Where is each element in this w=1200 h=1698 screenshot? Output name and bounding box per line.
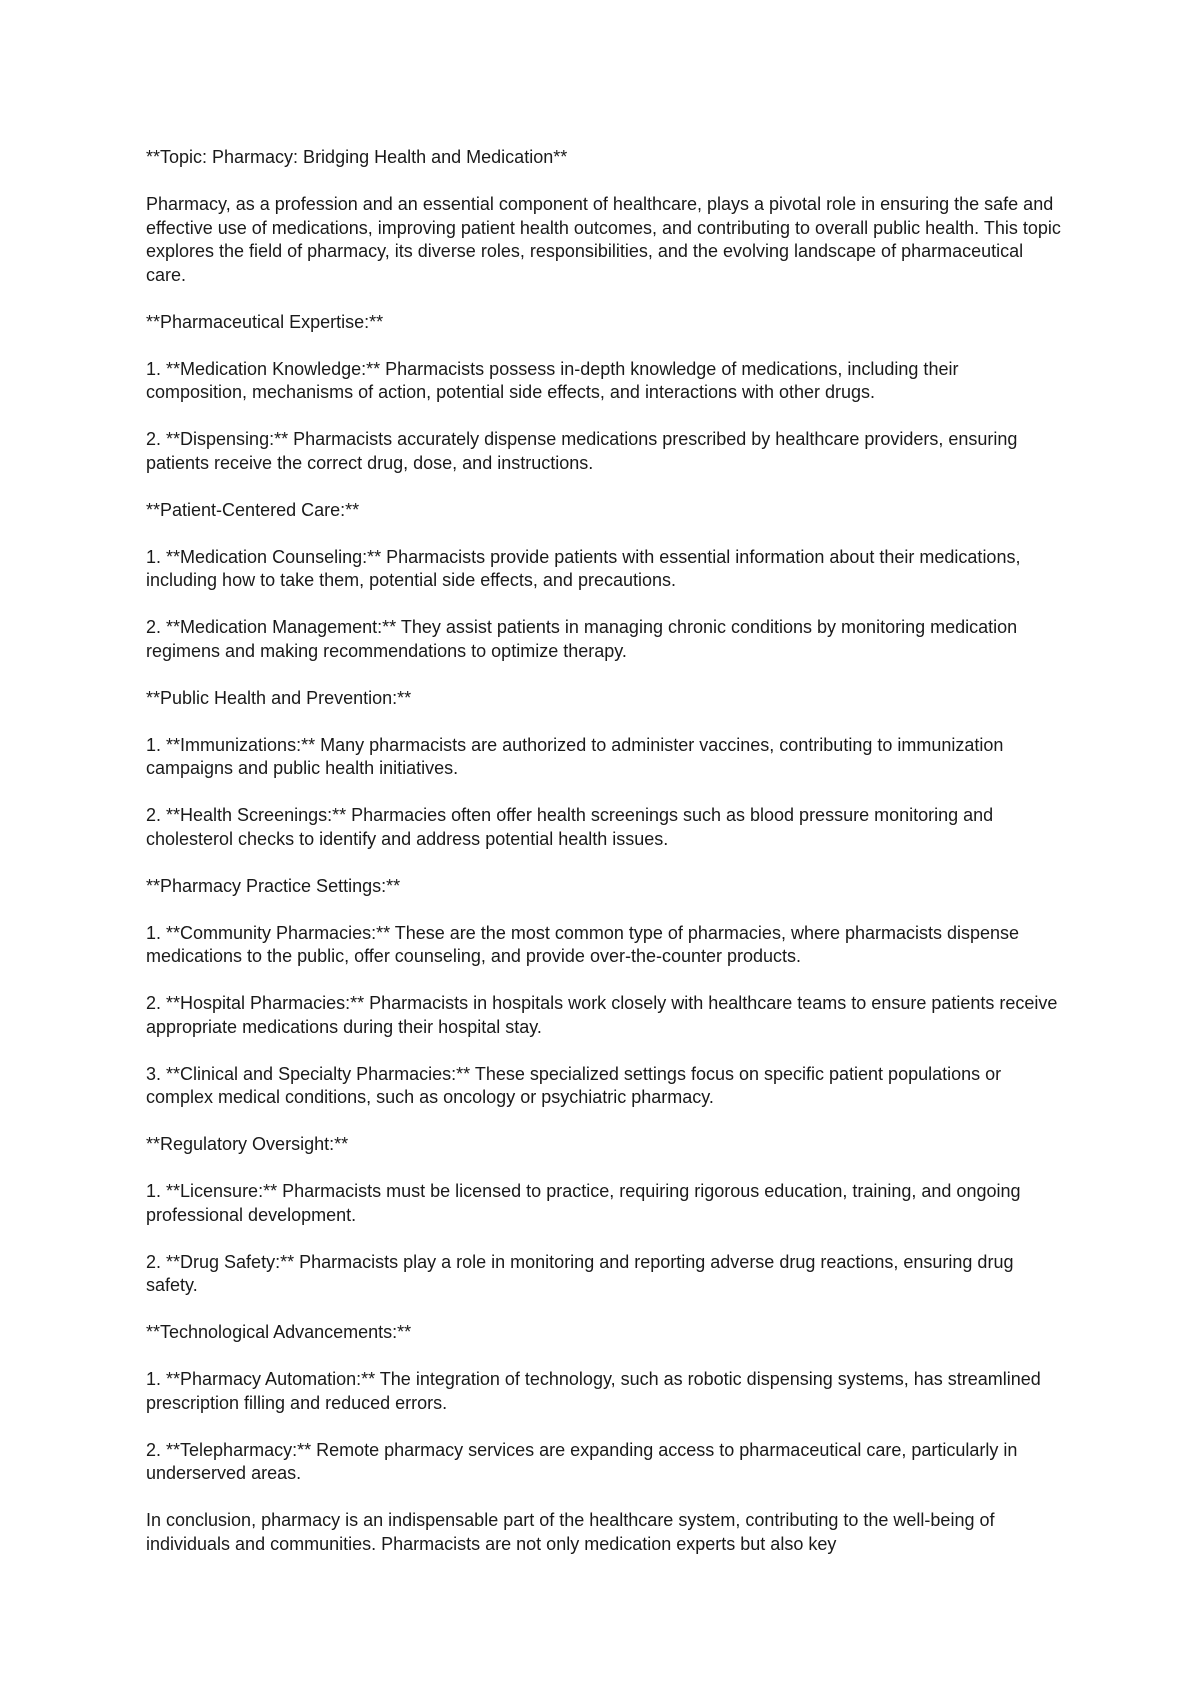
list-item: 2. **Telepharmacy:** Remote pharmacy services are expanding access to pharmaceutical care, particularly in underserved areas. xyxy=(146,1439,1018,1483)
section-heading: **Regulatory Oversight:** xyxy=(146,1134,349,1154)
section-heading: **Pharmaceutical Expertise:** xyxy=(146,311,384,332)
list-item: 2. **Health Screenings:** Pharmacies often offer health screenings such as blood pressure monitoring and cholesterol checks to identify and address potential health issues. xyxy=(146,805,994,849)
section-heading: **Public Health and Prevention:** xyxy=(146,687,412,708)
list-item: 1. **Pharmacy Automation:** The integration of technology, such as robotic dispensing systems, has streamlined prescription filling and reduced errors. xyxy=(146,1369,1041,1413)
list-item: 1. **Medication Counseling:** Pharmacists provide patients with essential information about their medications, including how to take them, potential side effects, and precautions. xyxy=(146,546,1021,590)
document-title: **Topic: Pharmacy: Bridging Health and Medication** xyxy=(146,147,568,167)
list-item: 2. **Hospital Pharmacies:** Pharmacists in hospitals work closely with healthcare teams to ensure patients receive appropriate medications during their hospital stay. xyxy=(146,993,1058,1037)
document-body xyxy=(146,146,1061,1580)
intro-paragraph: Pharmacy, as a profession and an essential component of healthcare, plays a pivotal role in ensuring the safe and effective use of medications, improving patient health outcomes, and contributing to overall public health. This topic explores the field of pharmacy, its diverse roles, responsibilities, and the evolving landscape of pharmaceutical care. xyxy=(146,194,1061,285)
list-item: 2. **Medication Management:** They assist patients in managing chronic conditions by monitoring medication regimens and making recommendations to optimize therapy. xyxy=(146,617,1018,661)
list-item: 2. **Dispensing:** Pharmacists accurately dispense medications prescribed by healthcare providers, ensuring patients receive the correct drug, dose, and instructions. xyxy=(146,429,1018,473)
list-item: 3. **Clinical and Specialty Pharmacies:** These specialized settings focus on specific patient populations or complex medical conditions, such as oncology or psychiatric pharmacy. xyxy=(146,1063,1002,1107)
section-heading: **Pharmacy Practice Settings:** xyxy=(146,875,401,896)
section-heading: **Patient-Centered Care:** xyxy=(146,499,360,520)
section-heading: **Technological Advancements:** xyxy=(146,1322,412,1342)
list-item: 2. **Drug Safety:** Pharmacists play a role in monitoring and reporting adverse drug reactions, ensuring drug safety. xyxy=(146,1251,1014,1295)
conclusion-paragraph: In conclusion, pharmacy is an indispensable part of the healthcare system, contributing to the well-being of individuals and communities. Pharmacists are not only medication experts but also key xyxy=(146,1510,995,1554)
list-item: 1. **Licensure:** Pharmacists must be licensed to practice, requiring rigorous education, training, and ongoing professional development. xyxy=(146,1181,1021,1225)
list-item: 1. **Immunizations:** Many pharmacists are authorized to administer vaccines, contributing to immunization campaigns and public health initiatives. xyxy=(146,734,1004,778)
list-item: 1. **Community Pharmacies:** These are the most common type of pharmacies, where pharmacists dispense medications to the public, offer counseling, and provide over-the-counter products. xyxy=(146,922,1020,966)
list-item: 1. **Medication Knowledge:** Pharmacists possess in-depth knowledge of medications, including their composition, mechanisms of action, potential side effects, and interactions with other drugs. xyxy=(146,358,959,402)
